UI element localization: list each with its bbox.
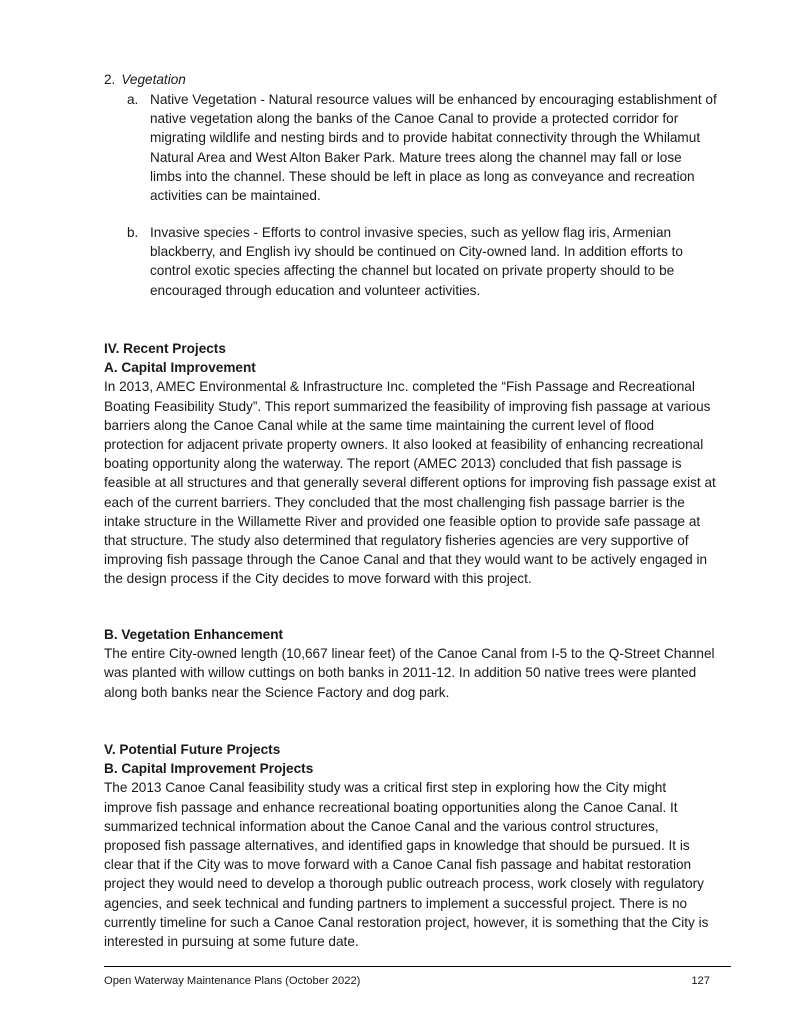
subsection-heading: B. Capital Improvement Projects [104, 761, 314, 777]
paragraph: The 2013 Canoe Canal feasibility study was a critical first step in exploring how the City might improve fish passage and enhance recreational boating opportunities along the Canoe Canal. It summarized technical information about the Canoe Canal and the various control structures, proposed fish passage alternatives, and identified gaps in knowledge that should be pursued. It is clear that if the City was to move forward with a Canoe Canal fish passage and habitat restoration project they would need to develop a thorough public outreach process, work closely with regulatory agencies, and seek technical and funding partners to implement a successful project. There is no currently timeline for such a Canoe Canal restoration project, however, it is something that the City is interested in pursuing at some future date. [104, 780, 709, 950]
vegetation-number: 2. [104, 72, 116, 87]
subsection-heading: B. Vegetation Enhancement [104, 627, 284, 642]
list-letter: b. [127, 225, 139, 240]
list-item-text: Invasive species - Efforts to control invasive species, such as yellow flag iris, Armenian blackberry, and English ivy should be continued on City-owned land. In addition efforts to control exotic species affecting the channel but located on private property should to be encouraged through education and volunteer activities. [150, 225, 683, 298]
recent-projects-section [104, 339, 716, 589]
page-footer [104, 974, 710, 988]
footer-title: Open Waterway Maintenance Plans (October 2022) [104, 975, 361, 987]
future-projects-section [104, 740, 716, 951]
vegetation-title: Vegetation [121, 72, 186, 87]
list-item-text: Native Vegetation - Natural resource values will be enhanced by encouraging establishment of native vegetation along the banks of the Canoe Canal to provide a protected corridor for migrating wildlife and nesting birds and to provide habitat connectivity through the Whilamut Natural Area and West Alton Baker Park. Mature trees along the channel may fall or lose limbs into the channel. These should be left in place as long as conveyance and recreation activities can be maintained. [150, 92, 717, 204]
paragraph: In 2013, AMEC Environmental & Infrastructure Inc. completed the “Fish Passage and Recreational Boating Feasibility Study”. This report summarized the feasibility of improving fish passage at various barriers along the Canoe Canal while at the same time maintaining the current level of flood protection for adjacent private property owners. It also looked at feasibility of enhancing recreational boating opportunity along the waterway. The report (AMEC 2013) concluded that fish passage is feasible at all structures and that generally several different options for improving fish passage exist at each of the current barriers. They concluded that the most challenging fish passage barrier is the intake structure in the Willamette River and provided one feasible option to provide safe passage at that structure. The study also determined that regulatory fisheries agencies are very supportive of improving fish passage through the Canoe Canal and that they would want to be actively engaged in the design process if the City decides to move forward with this project. [104, 379, 716, 587]
vegetation-heading [104, 70, 186, 89]
section-heading: IV. Recent Projects [104, 341, 226, 356]
vegetation-enhancement-section [104, 625, 716, 702]
footer-divider [104, 966, 731, 967]
list-letter: a. [127, 92, 139, 107]
section-heading: V. Potential Future Projects [104, 742, 281, 757]
paragraph: The entire City-owned length (10,667 linear feet) of the Canoe Canal from I-5 to the Q-Street Channel was planted with willow cuttings on both banks in 2011-12. In addition 50 native trees were planted along both banks near the Science Factory and dog park. [104, 646, 715, 700]
subsection-heading: A. Capital Improvement [104, 360, 256, 376]
invasive-species-item [127, 223, 717, 300]
native-vegetation-item [127, 90, 717, 205]
page-number: 127 [691, 975, 710, 987]
